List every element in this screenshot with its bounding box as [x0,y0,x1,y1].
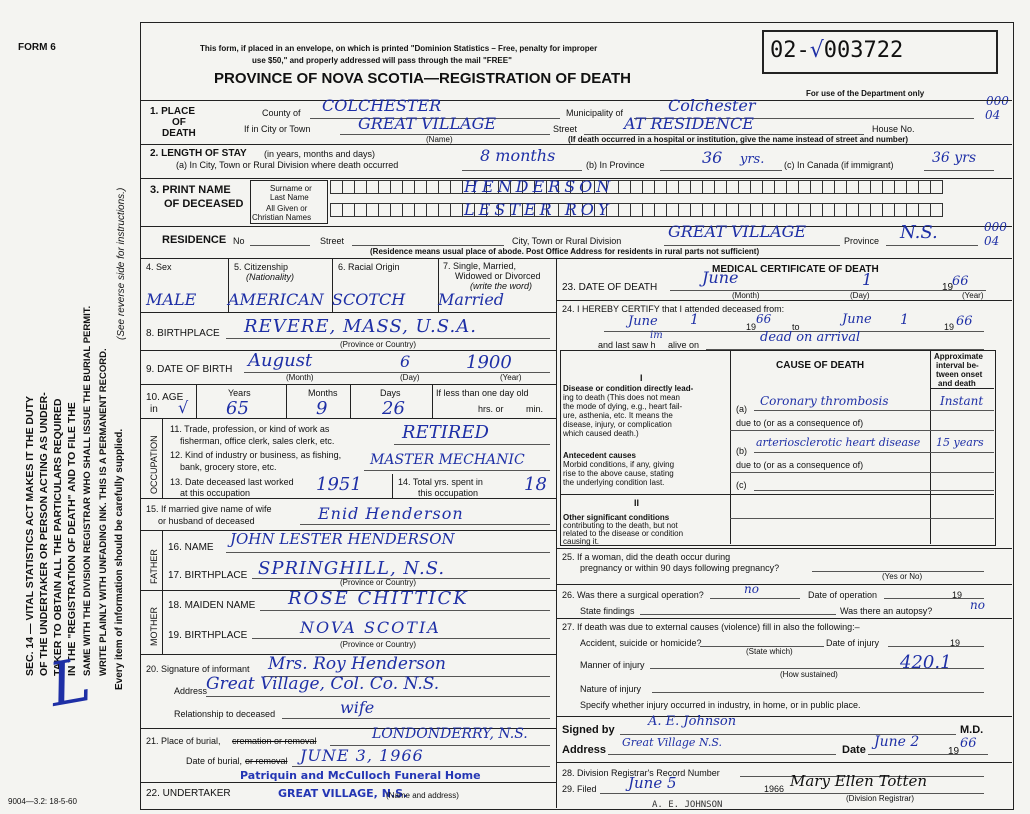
cause-b-label: (b) [736,446,747,456]
from-year-prefix: 19 [746,322,757,332]
father-name: JOHN LESTER HENDERSON [230,530,455,548]
stay-c-value: 36 yrs [932,150,977,166]
cell-divider [730,350,731,544]
field-line [670,290,986,291]
cause-c-label: (c) [736,480,747,490]
marital-label-2: Widowed or Divorced [455,271,541,281]
side-instruction-8: (See reverse side for instructions.) [116,187,127,340]
field-line [730,472,994,473]
disease-label-1: Disease or condition directly lead- [563,384,694,393]
birthplace-caption: (Province or Country) [340,340,417,349]
q14-value: 18 [524,474,547,495]
physician-name-stamp: A. E. JOHNSON [652,800,723,810]
hospital-note: (If death occurred in a hospital or institution, give the name instead of street and number) [568,135,909,144]
street-value: AT RESIDENCE [624,114,754,133]
surname-label: Surname or [270,184,312,193]
dob-month-caption: (Month) [286,373,314,382]
disease-label-5: disease, injury, or complication [563,420,672,429]
cell-divider [286,384,287,418]
other-label-3: related to the disease or condition [563,529,684,538]
cause-a-label: (a) [736,404,747,414]
father-side-label: FATHER [149,549,159,584]
antecedent-label-1: Antecedent causes [563,451,636,460]
dob-label: 9. DATE OF BIRTH [146,364,233,375]
to-year-prefix: 19 [944,322,955,332]
field-line [292,766,550,767]
death-year-caption: (Year) [962,291,984,300]
q23-label: 23. DATE OF DEATH [562,282,658,293]
cell-divider [196,384,197,418]
interval-header: Approximate [934,352,983,361]
county-value: COLCHESTER [322,96,442,115]
given-label-2: Christian Names [252,213,312,222]
attended-from-year: 66 [756,312,772,326]
field-line [462,170,582,171]
state-findings-label: State findings [580,606,635,616]
house-number-label: House No. [872,124,915,134]
sign-date: June 2 [874,734,920,750]
racial-value: SCOTCH [332,290,406,309]
residence-city-value: GREAT VILLAGE [668,222,807,241]
antecedent-label-3: rise to the above cause, stating [563,469,674,478]
divider [140,782,556,783]
divider [140,312,556,313]
death-month-caption: (Month) [732,291,760,300]
given-label: All Given or [266,204,308,213]
column-divider [556,258,557,808]
municipality-value: Colchester [668,96,756,115]
side-instruction-4: IN THE "REGISTRATION OF DEATH" AND TO FILE THE [66,402,78,676]
divider [140,226,1012,227]
divider [556,548,1012,549]
stay-b-value: 36 [702,148,723,167]
death-year: 66 [952,274,969,289]
residence-province-label: Province [844,236,880,246]
age-years: 65 [226,398,249,419]
death-month: June [702,268,739,287]
cell-divider [930,350,931,544]
field-line [282,718,550,719]
interval-header-2: interval be- [936,361,979,370]
field-line [260,610,550,611]
dob-month: August [248,350,313,371]
field-line [600,793,984,794]
months-label: Months [308,388,338,398]
form-number: FORM 6 [18,42,56,53]
stay-label: 2. LENGTH OF STAY [150,148,247,159]
q16-label: 16. NAME [168,542,214,553]
cell-divider [350,384,351,418]
q18-label: 18. MAIDEN NAME [168,600,256,611]
accident-label: Accident, suicide or homicide? [580,638,702,648]
q29-label: 29. Filed [562,784,597,794]
field-line [660,170,782,171]
q21-label: 21. Place of burial, [146,736,221,746]
state-which-caption: (State which) [746,647,793,656]
divider [560,494,994,495]
divider [140,258,1012,259]
mother-name: ROSE CHITTICK [288,588,469,609]
given-letter-boxes [330,203,942,217]
q20-label: 20. Signature of informant [146,664,250,674]
name-label-2: OF DECEASED [164,198,244,210]
field-line [664,245,840,246]
side-instruction-1: SEC. 14 — VITAL STATISTICS ACT MAKES IT THE DUTY [24,395,36,676]
field-line [924,170,994,171]
attended-from-month: June [628,314,658,329]
side-instruction-7: Every item of information should be carefully supplied. [114,428,125,690]
burial-date-label-2: or removal [245,756,288,766]
other-label-2: contributing to the death, but not [563,521,678,530]
occupation-side-label: OCCUPATION [149,435,159,494]
stay-sub: (in years, months and days) [264,149,376,159]
q15-label: 15. If married give name of wife [146,504,272,514]
q27-label: 27. If death was due to external causes (violence) fill in also the following:– [562,622,860,632]
q11-label: 11. Trade, profession, or kind of work as [170,424,330,434]
place-label: 1. PLACE [150,106,196,117]
signed-by-label: Signed by [562,724,615,736]
funeral-home-town: GREAT VILLAGE, N.S. [278,787,408,800]
field-line [640,614,836,615]
field-line [608,754,836,755]
department-code-3: 000 [984,220,1007,234]
filed-date: June 5 [628,774,677,792]
check-mark-icon: √ [809,38,824,63]
department-code-1: 000 [986,94,1009,108]
field-line [394,444,550,445]
q11-value: RETIRED [402,422,489,443]
informant-address-label: Address [174,686,208,696]
residence-note: (Residence means usual place of abode. Post Office Address for residents in rural parts not sufficient) [370,247,760,256]
burial-date-label: Date of burial, [186,756,243,766]
cause-a-interval: Instant [940,394,984,408]
citizenship-sub: (Nationality) [246,272,295,282]
citizenship-label: 5. Citizenship [234,262,289,272]
sex-value: MALE [146,290,197,309]
q19-label: 19. BIRTHPLACE [168,630,248,641]
field-line [226,552,550,553]
divider [556,300,1012,301]
q14-label-2: this occupation [418,488,479,498]
side-instruction-5: SAME WITH THE DIVISION REGISTRAR WHO SHALL ISSUE THE BURIAL PERMIT. [82,305,93,676]
stay-a-label: (a) In City, Town or Rural Division where death occurred [176,160,399,170]
q22-label: 22. UNDERTAKER [146,788,231,799]
less-day-label: If less than one day old [436,388,529,398]
operation-year-prefix: 19 [952,590,963,600]
less-day-min: min. [526,404,544,414]
disease-label-2: ing to death (This does not mean [563,393,680,402]
father-birthplace: SPRINGHILL, N.S. [258,558,446,579]
residence-no-label: No [233,236,245,246]
attended-to-day: 1 [900,312,909,328]
q26-value: no [744,582,759,596]
specify-label: Specify whether injury occurred in industry, in home, or in public place. [580,700,861,710]
dob-day-caption: (Day) [400,373,420,382]
q13-value: 1951 [316,474,362,495]
roman-two: II [634,498,640,508]
page-title: PROVINCE OF NOVA SCOTIA—REGISTRATION OF DEATH [214,70,631,87]
field-line [754,410,994,411]
stay-b-unit: yrs. [740,152,765,167]
q14-label: 14. Total yrs. spent in [398,477,483,487]
due-to-1: due to (or as a consequence of) [736,418,864,428]
field-line [730,430,994,431]
q11-label-2: fisherman, office clerk, sales clerk, etc. [180,436,335,446]
field-line [250,245,310,246]
relationship-value: wife [340,698,375,717]
last-seen-label: and last saw h [598,340,656,350]
stay-c-label: (c) In Canada (if immigrant) [784,160,894,170]
date-of-operation-label: Date of operation [808,590,878,600]
divider [140,384,556,385]
due-to-2: due to (or as a consequence of) [736,460,864,470]
q25-label: 25. If a woman, did the death occur during [562,552,731,562]
funeral-home-stamp: Patriquin and McCulloch Funeral Home [240,769,481,782]
city-label: If in City or Town [244,124,311,134]
attended-to-year: 66 [956,314,973,329]
reg-prefix: 02- [770,38,810,63]
alive-on-value: dead on arrival [760,330,861,345]
q28-label: 28. Division Registrar's Record Number [562,768,720,778]
disease-label-4: ure, asthenia, etc. It means the [563,411,673,420]
dob-day: 6 [400,352,411,371]
surname-letter-boxes [330,180,942,194]
field-line [652,692,984,693]
alive-on-label: alive on [668,340,700,350]
racial-label: 6. Racial Origin [338,262,400,272]
burial-date: JUNE 3, 1966 [300,746,424,765]
sign-year: 66 [960,736,977,751]
field-line [300,524,550,525]
given-value: LESTER ROY [464,200,613,219]
divider [556,584,1012,585]
divider [140,350,556,351]
antecedent-label-2: Morbid conditions, if any, giving [563,460,675,469]
age-in: in [150,404,158,415]
nature-label: Nature of injury [580,684,642,694]
age-days: 26 [382,398,405,419]
years-label: Years [228,388,251,398]
filed-year: 1966 [764,784,785,794]
interval-header-3: tween onset [936,370,983,379]
street-label: Street [553,124,578,134]
marital-label-3: (write the word) [470,281,533,291]
mail-notice-line2: use $50," and properly addressed will pass through the mail "FREE" [252,56,512,65]
name-caption: (Name) [426,135,453,144]
city-value: GREAT VILLAGE [358,114,497,133]
divider [140,100,1012,101]
name-label: 3. PRINT NAME [150,184,231,196]
dob-year-caption: (Year) [500,373,522,382]
cell-divider [392,474,393,498]
q21-label-2: cremation or removal [232,736,317,746]
disease-label-6: which caused death.) [563,429,639,438]
side-instruction-2: OF THE UNDERTAKER OR PERSON ACTING AS UNDER- [38,392,50,676]
q24-label: 24. I HEREBY CERTIFY that I attended deceased from: [562,304,785,314]
q12-label-2: bank, grocery store, etc. [180,462,277,472]
field-line [868,754,988,755]
sign-year-prefix: 19 [948,746,960,757]
roman-one: I [640,373,643,383]
mail-notice-line1: This form, if placed in an envelope, on which is printed "Dominion Statistics – Free, penalty for improper [200,44,598,53]
residence-label: RESIDENCE [162,234,227,246]
physician-address-label: Address [562,744,607,756]
age-label: 10. AGE [146,392,184,403]
how-sustained-caption: (How sustained) [780,670,838,679]
field-line [754,452,994,453]
birthplace-value: REVERE, MASS, U.S.A. [244,316,477,337]
surname-label-2: Last Name [270,193,309,202]
divider [140,418,556,419]
age-check-icon: √ [178,398,189,417]
q26-label: 26. Was there a surgical operation? [562,590,704,600]
q25-label-2: pregnancy or within 90 days following pregnancy? [580,563,780,573]
spouse-value: Enid Henderson [318,504,464,523]
department-code-2: 04 [985,108,1001,122]
other-label-1: Other significant conditions [563,513,670,522]
sex-label: 4. Sex [146,262,172,272]
letter-box [930,203,943,217]
death-day: 1 [862,270,873,289]
undertaker-caption: (Name and address) [386,791,459,800]
cause-a-value: Coronary thrombosis [760,394,889,408]
last-seen-him: im [650,330,663,341]
cause-title: CAUSE OF DEATH [776,360,865,371]
divider [140,498,556,499]
divider [556,716,1012,717]
relationship-label: Relationship to deceased [174,709,276,719]
autopsy-label: Was there an autopsy? [840,606,933,616]
md-label: M.D. [960,724,984,736]
dob-year: 1900 [466,352,512,373]
marital-label: 7. Single, Married, [443,261,517,271]
residence-street-label: Street [320,236,345,246]
department-code-4: 04 [984,234,1000,248]
marital-value: Married [438,290,505,309]
attended-from-day: 1 [690,312,699,328]
date-of-injury-label: Date of injury [826,638,880,648]
days-label: Days [380,388,401,398]
q12-value: MASTER MECHANIC [370,452,525,468]
q12-label: 12. Kind of industry or business, as fishing, [170,450,342,460]
citizenship-value: AMERICAN [228,290,324,309]
reg-number: 003722 [823,38,904,63]
field-line [352,245,504,246]
stay-b-label: (b) In Province [586,160,645,170]
antecedent-label-4: the underlying condition last. [563,478,665,487]
stay-a-value: 8 months [480,146,556,165]
cause-b-interval: 15 years [936,436,984,449]
field-line [886,245,978,246]
q13-label: 13. Date deceased last worked [170,477,294,487]
cause-b-value: arteriosclerotic heart disease [756,436,921,449]
mother-province-caption: (Province or Country) [340,640,417,649]
sign-date-label: Date [842,744,866,756]
age-months: 9 [316,398,328,419]
q13-label-2: at this occupation [180,488,251,498]
side-instruction-3: TAKER TO OBTAIN ALL THE PARTICULARS REQUIRED [52,398,64,676]
death-day-caption: (Day) [850,291,870,300]
informant-address: Great Village, Col. Co. N.S. [206,674,440,694]
registrar-signature: Mary Ellen Totten [790,772,928,790]
informant-signature: Mrs. Roy Henderson [268,654,446,674]
yes-no-caption: (Yes or No) [882,572,923,581]
county-label: County of [262,108,301,118]
field-line [226,338,550,339]
interval-header-4: and death [938,379,976,388]
to-label: to [792,322,800,332]
attended-to-month: June [842,312,872,327]
field-line [364,470,550,471]
place-label-2: OF [172,117,186,128]
mother-birthplace: NOVA SCOTIA [300,618,441,637]
place-label-3: DEATH [162,128,196,139]
cell-divider [162,418,163,498]
divider [556,762,1012,763]
father-province-caption: (Province or Country) [340,578,417,587]
less-day-hrs: hrs. or [478,404,504,414]
divider [930,388,994,389]
footer-code: 9004—3.2: 18-5-60 [8,797,77,806]
registration-number [770,38,903,63]
residence-province-value: N.S. [900,222,938,243]
registrar-initial-mark: L [44,645,96,721]
physician-signature: A. E. Johnson [648,714,737,729]
burial-place: LONDONDERRY, N.S. [372,726,528,742]
other-label-4: causing it. [563,537,600,546]
autopsy-value: no [970,598,985,612]
code-420: 420.1 [900,652,952,673]
field-line [252,638,550,639]
birthplace-label: 8. BIRTHPLACE [146,328,220,339]
field-line [888,646,984,647]
department-use-label: For use of the Department only [806,89,925,98]
disease-label-3: the mode of dying, e.g., heart fail- [563,402,683,411]
surname-value: HENDERSON [464,177,615,196]
field-line [884,598,984,599]
cell-divider [432,384,433,418]
residence-city-label: City, Town or Rural Division [512,236,622,246]
manner-label: Manner of injury [580,660,645,670]
cell-divider [162,530,163,654]
registrar-caption: (Division Registrar) [846,794,915,803]
field-line [206,696,550,697]
divider [556,618,1012,619]
field-line [710,598,800,599]
injury-year-prefix: 19 [950,638,961,648]
mother-side-label: MOTHER [149,607,159,646]
q17-label: 17. BIRTHPLACE [168,570,248,581]
field-line [754,490,994,491]
death-year-prefix: 19 [942,282,954,293]
q15-label-2: or husband of deceased [158,516,255,526]
medical-title: MEDICAL CERTIFICATE OF DEATH [712,264,879,275]
field-line [730,518,994,519]
divider [140,144,1012,145]
municipality-label: Municipality of [566,108,624,118]
letter-box [930,180,943,194]
physician-address: Great Village N.S. [622,736,722,749]
side-instruction-6: WRITE PLAINLY WITH UNFADING INK. THIS IS A PERMANENT RECORD. [98,348,109,676]
